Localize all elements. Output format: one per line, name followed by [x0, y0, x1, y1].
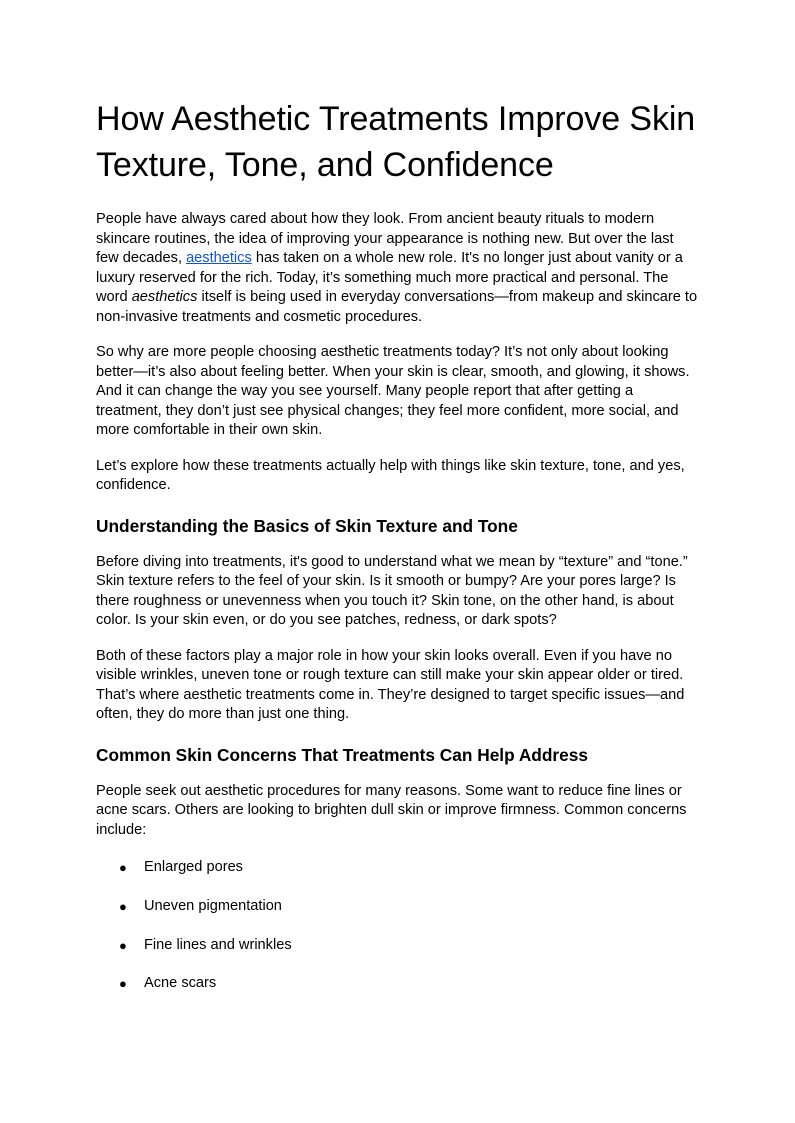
intro-text-after-link: has taken on a whole new role. It's no longer just about vanity or a luxury reserved for the rich. Today, it’s something much more practical and personal. The word [96, 250, 683, 305]
list-item-label: Acne scars [144, 975, 217, 992]
list-item [96, 936, 700, 956]
section-heading-common-concerns: Common Skin Concerns That Treatments Can Help Address [96, 744, 588, 765]
bullet-icon: ● [119, 898, 127, 914]
intro-text-end: itself is being used in everyday conversations—from makeup and skincare to non-invasive treatments and cosmetic procedures. [96, 289, 698, 325]
list-item-label: Uneven pigmentation [144, 897, 282, 914]
concerns-list [96, 858, 700, 994]
intro-paragraph-1 [96, 210, 700, 327]
section1-paragraph-2: Both of these factors play a major role in how your skin looks overall. Even if you have no visible wrinkles, uneven tone or rough texture can still make your skin appear older or tired. That’s where aesthetic treatments come in. They’re designed to target specific issues—and often, they do more than just one thing. [96, 647, 685, 722]
bullet-icon: ● [119, 860, 127, 875]
list-item-label: Enlarged pores [144, 859, 243, 875]
intro-italic-word: aesthetics [131, 289, 198, 305]
list-item [96, 974, 700, 994]
bullet-icon: ● [119, 976, 127, 992]
bullet-icon: ● [119, 937, 127, 953]
page-title: How Aesthetic Treatments Improve Skin Texture, Tone, and Confidence [96, 100, 696, 184]
aesthetics-link[interactable]: aesthetics [186, 250, 252, 266]
list-item [96, 897, 700, 917]
intro-text-before-link: People have always cared about how they look. From ancient beauty rituals to modern skincare routines, the idea of improving your appearance is nothing new. But over the last few decades, [96, 211, 674, 266]
section2-paragraph-1: People seek out aesthetic procedures for many reasons. Some want to reduce fine lines or acne scars. Others are looking to brighten dull skin or improve firmness. Common concerns include: [96, 782, 687, 838]
section-heading-texture-tone: Understanding the Basics of Skin Texture and Tone [96, 515, 518, 536]
section1-paragraph-1: Before diving into treatments, it's good to understand what we mean by “texture” and “tone.” Skin texture refers to the feel of your skin. Is it smooth or bumpy? Are your pores large? Is there roughness or unevenness when you touch it? Skin tone, on the other hand, is about color. Is your skin even, or do you see patches, redness, or dark spots? [96, 553, 688, 628]
intro-paragraph-3: Let’s explore how these treatments actually help with things like skin texture, tone, and yes, confidence. [96, 457, 685, 493]
document-page [96, 96, 700, 994]
intro-paragraph-2: So why are more people choosing aesthetic treatments today? It’s not only about looking better—it’s also about feeling better. When your skin is clear, smooth, and glowing, it shows. And it can change the way you see yourself. Many people report that after getting a treatment, they don’t just see physical changes; they feel more confident, more social, and more comfortable in their own skin. [96, 344, 690, 438]
list-item [96, 858, 700, 878]
list-item-label: Fine lines and wrinkles [144, 936, 292, 953]
